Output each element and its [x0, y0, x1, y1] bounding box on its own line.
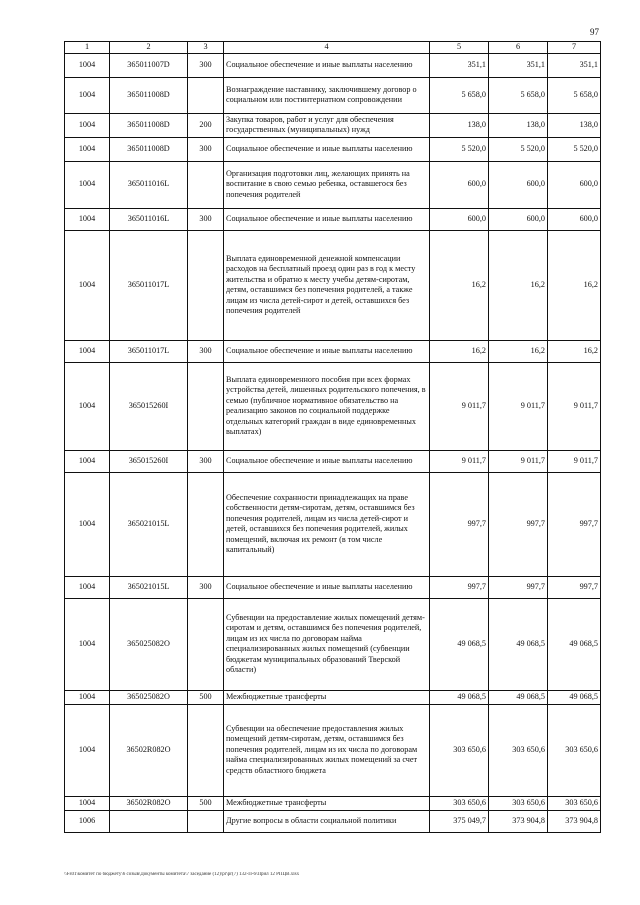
row-name: Межбюджетные трансферты	[224, 796, 430, 810]
row-value-col5: 600,0	[430, 161, 489, 208]
table-row	[65, 161, 601, 208]
row-expense-type: 300	[188, 340, 224, 362]
row-value-col5: 16,2	[430, 340, 489, 362]
table-row	[65, 53, 601, 77]
row-section: 1004	[65, 340, 110, 362]
row-value-col6: 351,1	[489, 53, 548, 77]
row-value-col6: 600,0	[489, 208, 548, 230]
row-section: 1004	[65, 161, 110, 208]
row-target-code: 36502R082O	[110, 796, 188, 810]
row-value-col6: 49 068,5	[489, 598, 548, 690]
row-value-col5: 138,0	[430, 113, 489, 137]
row-target-code: 365015260I	[110, 450, 188, 472]
row-section: 1004	[65, 690, 110, 704]
row-value-col6: 9 011,7	[489, 362, 548, 450]
row-value-col7: 373 904,8	[548, 810, 601, 832]
row-value-col5: 16,2	[430, 230, 489, 340]
row-expense-type: 300	[188, 576, 224, 598]
row-expense-type: 300	[188, 137, 224, 161]
row-expense-type: 200	[188, 113, 224, 137]
row-expense-type: 300	[188, 450, 224, 472]
row-target-code	[110, 810, 188, 832]
table-row	[65, 340, 601, 362]
row-target-code: 365011008D	[110, 113, 188, 137]
row-section: 1004	[65, 208, 110, 230]
row-value-col7: 5 520,0	[548, 137, 601, 161]
row-value-col7: 303 650,6	[548, 796, 601, 810]
header-col-2: 2	[110, 42, 188, 54]
row-value-col7: 9 011,7	[548, 362, 601, 450]
row-value-col6: 373 904,8	[489, 810, 548, 832]
row-value-col7: 138,0	[548, 113, 601, 137]
row-value-col5: 997,7	[430, 472, 489, 576]
page-number: 97	[590, 27, 599, 37]
row-expense-type	[188, 161, 224, 208]
row-name: Социальное обеспечение и иные выплаты населению	[224, 137, 430, 161]
file-path-footer: \\Fs01\комитет по бюджету\6 созыв\Документы комитета\7 заседание (12)\pr\pr(7) 132-П-6\Прил 12 РПЦВ.xlsx	[64, 872, 300, 877]
row-value-col6: 5 520,0	[489, 137, 548, 161]
table-row	[65, 704, 601, 796]
row-value-col7: 49 068,5	[548, 690, 601, 704]
row-section: 1004	[65, 576, 110, 598]
row-section: 1006	[65, 810, 110, 832]
row-value-col6: 16,2	[489, 230, 548, 340]
row-section: 1004	[65, 113, 110, 137]
row-value-col7: 49 068,5	[548, 598, 601, 690]
row-section: 1004	[65, 472, 110, 576]
table-body	[65, 53, 601, 832]
row-value-col6: 997,7	[489, 576, 548, 598]
row-name: Социальное обеспечение и иные выплаты населению	[224, 340, 430, 362]
row-name: Субвенции на обеспечение предоставления жилых помещений детям-сиротам, детям, оставшимся без попечения родителей, лицам из их числа по договорам найма специализированных жилых помещений за счет средств областного бюджета	[224, 704, 430, 796]
row-value-col6: 997,7	[489, 472, 548, 576]
row-expense-type	[188, 77, 224, 113]
row-value-col6: 9 011,7	[489, 450, 548, 472]
row-value-col5: 997,7	[430, 576, 489, 598]
table-row	[65, 598, 601, 690]
row-name: Выплата единовременного пособия при всех формах устройства детей, лишенных родительского попечения, в семью (публичное нормативное обязательство на реализацию законов по социальной поддержке отдельных категорий граждан в виде единовременных выплатах)	[224, 362, 430, 450]
row-expense-type: 500	[188, 690, 224, 704]
table-row	[65, 362, 601, 450]
table-header	[65, 42, 601, 54]
row-name: Вознаграждение наставнику, заключившему договор о социальном или постинтернатном сопровождении	[224, 77, 430, 113]
row-target-code: 365015260I	[110, 362, 188, 450]
row-value-col7: 16,2	[548, 340, 601, 362]
row-target-code: 365025082O	[110, 690, 188, 704]
row-name: Социальное обеспечение и иные выплаты населению	[224, 53, 430, 77]
row-expense-type	[188, 810, 224, 832]
row-expense-type	[188, 230, 224, 340]
header-col-6: 6	[489, 42, 548, 54]
header-row	[65, 42, 601, 54]
row-value-col7: 303 650,6	[548, 704, 601, 796]
header-col-4: 4	[224, 42, 430, 54]
row-section: 1004	[65, 53, 110, 77]
row-target-code: 365021015L	[110, 472, 188, 576]
header-col-3: 3	[188, 42, 224, 54]
row-value-col5: 375 049,7	[430, 810, 489, 832]
table-row	[65, 450, 601, 472]
row-value-col6: 303 650,6	[489, 704, 548, 796]
row-name: Межбюджетные трансферты	[224, 690, 430, 704]
row-target-code: 365011007D	[110, 53, 188, 77]
row-value-col5: 49 068,5	[430, 690, 489, 704]
table-row	[65, 137, 601, 161]
row-target-code: 365011016L	[110, 161, 188, 208]
table-row	[65, 77, 601, 113]
row-name: Обеспечение сохранности принадлежащих на праве собственности детям-сиротам, детям, оставшимся без попечения родителей, лицам из числа детей-сирот и детей, оставшихся без попечения родителей, жилых помещений, включая их ремонт (в том числе капитальный)	[224, 472, 430, 576]
row-name: Социальное обеспечение и иные выплаты населению	[224, 576, 430, 598]
row-expense-type: 300	[188, 208, 224, 230]
row-target-code: 365021015L	[110, 576, 188, 598]
row-value-col5: 9 011,7	[430, 450, 489, 472]
row-value-col7: 997,7	[548, 576, 601, 598]
table-row	[65, 796, 601, 810]
row-value-col6: 138,0	[489, 113, 548, 137]
row-value-col6: 49 068,5	[489, 690, 548, 704]
row-target-code: 365025082O	[110, 598, 188, 690]
row-name: Организация подготовки лиц, желающих принять на воспитание в свою семью ребенка, оставшегося без попечения родителей	[224, 161, 430, 208]
row-value-col5: 303 650,6	[430, 796, 489, 810]
row-value-col7: 16,2	[548, 230, 601, 340]
row-value-col6: 600,0	[489, 161, 548, 208]
table-row	[65, 810, 601, 832]
row-target-code: 365011008D	[110, 77, 188, 113]
header-col-7: 7	[548, 42, 601, 54]
row-value-col7: 9 011,7	[548, 450, 601, 472]
table-row	[65, 690, 601, 704]
row-section: 1004	[65, 704, 110, 796]
row-section: 1004	[65, 137, 110, 161]
row-expense-type	[188, 362, 224, 450]
row-name: Социальное обеспечение и иные выплаты населению	[224, 450, 430, 472]
row-target-code: 36502R082O	[110, 704, 188, 796]
row-target-code: 365011017L	[110, 230, 188, 340]
row-value-col5: 600,0	[430, 208, 489, 230]
row-target-code: 365011016L	[110, 208, 188, 230]
row-name: Другие вопросы в области социальной политики	[224, 810, 430, 832]
row-section: 1004	[65, 450, 110, 472]
row-section: 1004	[65, 598, 110, 690]
row-value-col7: 600,0	[548, 161, 601, 208]
row-section: 1004	[65, 362, 110, 450]
row-value-col5: 5 520,0	[430, 137, 489, 161]
header-col-1: 1	[65, 42, 110, 54]
budget-table	[64, 41, 601, 833]
row-value-col6: 5 658,0	[489, 77, 548, 113]
row-expense-type	[188, 704, 224, 796]
row-target-code: 365011017L	[110, 340, 188, 362]
row-name: Выплата единовременной денежной компенсации расходов на бесплатный проезд один раз в год к месту жительства и обратно к месту учебы детям-сиротам, детям, оставшимся без попечения родителей, а также лицам из числа детей-сирот и детей, оставшихся без попечения родителей	[224, 230, 430, 340]
row-value-col7: 5 658,0	[548, 77, 601, 113]
row-expense-type	[188, 472, 224, 576]
header-col-5: 5	[430, 42, 489, 54]
row-value-col7: 600,0	[548, 208, 601, 230]
table-row	[65, 230, 601, 340]
row-expense-type	[188, 598, 224, 690]
row-expense-type: 500	[188, 796, 224, 810]
row-value-col5: 49 068,5	[430, 598, 489, 690]
row-expense-type: 300	[188, 53, 224, 77]
row-section: 1004	[65, 796, 110, 810]
row-value-col7: 997,7	[548, 472, 601, 576]
row-value-col5: 303 650,6	[430, 704, 489, 796]
row-name: Закупка товаров, работ и услуг для обеспечения государственных (муниципальных) нужд	[224, 113, 430, 137]
row-name: Субвенции на предоставление жилых помещений детям-сиротам и детям, оставшимся без попечения родителей, лицам из их числа по договорам найма специализированных жилых помещений (субвенции бюджетам муниципальных образований Тверской области)	[224, 598, 430, 690]
row-value-col6: 16,2	[489, 340, 548, 362]
row-value-col6: 303 650,6	[489, 796, 548, 810]
row-value-col7: 351,1	[548, 53, 601, 77]
row-section: 1004	[65, 77, 110, 113]
table-row	[65, 472, 601, 576]
table-row	[65, 576, 601, 598]
row-name: Социальное обеспечение и иные выплаты населению	[224, 208, 430, 230]
row-target-code: 365011008D	[110, 137, 188, 161]
row-section: 1004	[65, 230, 110, 340]
table-row	[65, 208, 601, 230]
row-value-col5: 9 011,7	[430, 362, 489, 450]
table-row	[65, 113, 601, 137]
row-value-col5: 5 658,0	[430, 77, 489, 113]
row-value-col5: 351,1	[430, 53, 489, 77]
